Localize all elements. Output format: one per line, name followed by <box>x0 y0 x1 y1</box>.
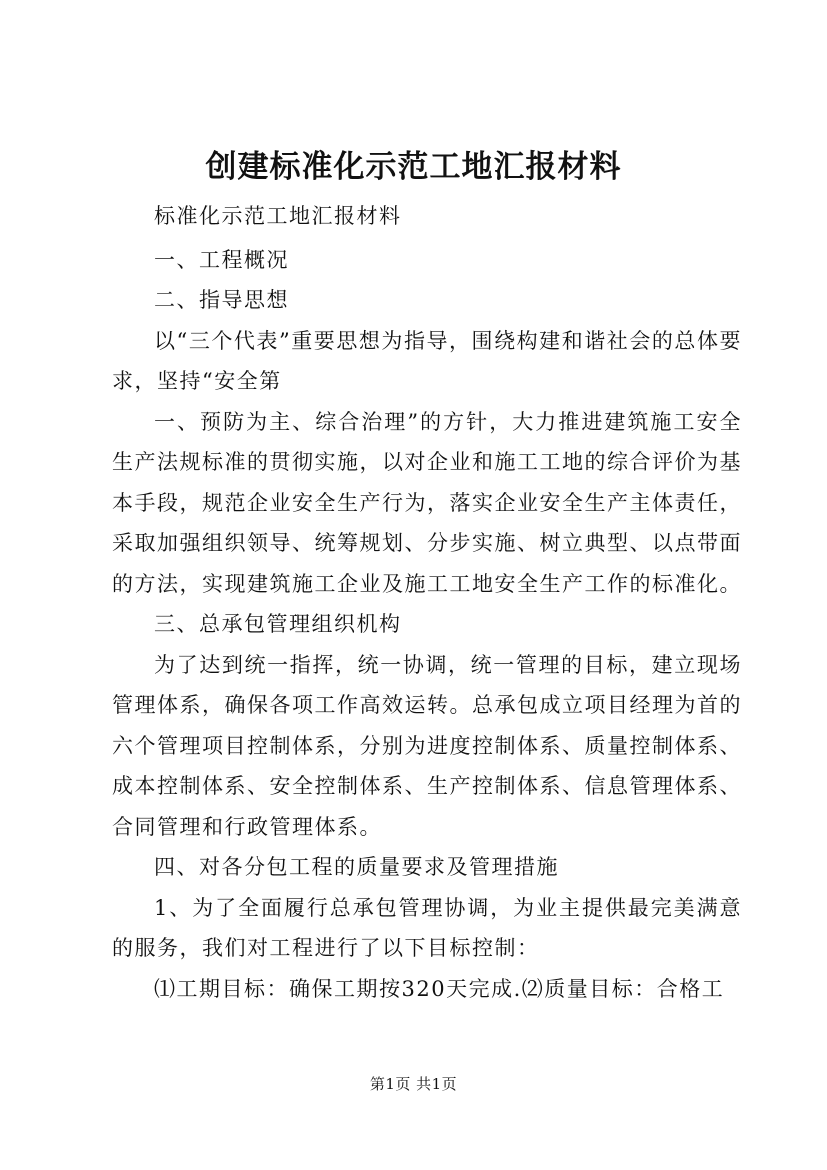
document-title: 创建标准化示范工地汇报材料 <box>205 149 622 185</box>
paragraph-target-control: 1、为了全面履行总承包管理协调，为业主提供最完美满意的服务，我们对工程进行了以下目标控制： <box>112 895 742 960</box>
paragraph-management-system: 为了达到统一指挥，统一协调，统一管理的目标，建立现场管理体系，确保各项工作高效运转。总承包成立项目经理为首的六个管理项目控制体系，分别为进度控制体系、质量控制体系、成本控制体系、安全控制体系、生产控制体系、信息管理体系、合同管理和行政管理体系。 <box>112 652 742 839</box>
paragraph-guiding-ideology: 以“三个代表”重要思想为指导，围绕构建和谐社会的总体要求，坚持“安全第 <box>112 328 742 393</box>
paragraph-safety-policy: 一、预防为主、综合治理”的方针，大力推进建筑施工安全生产法规标准的贯彻实施，以对企业和施工工地的综合评价为基本手段，规范企业安全生产行为，落实企业安全生产主体责任，采取加强组织领导、统筹规划、分步实施、树立典型、以点带面的方法，实现建筑施工企业及施工工地安全生产工作的标准化。 <box>112 409 742 596</box>
page-number-footer: 第1页 共1页 <box>369 1075 458 1093</box>
paragraph-subtitle: 标准化示范工地汇报材料 <box>154 204 402 228</box>
document-body <box>112 196 742 1009</box>
heading-quality-requirements: 四、对各分包工程的质量要求及管理措施 <box>154 855 559 879</box>
paragraph-schedule-target: ⑴工期目标：确保工期按320天完成.⑵质量目标：合格工 <box>154 976 725 1001</box>
heading-project-overview: 一、工程概况 <box>154 247 289 272</box>
heading-general-contracting: 三、总承包管理组织机构 <box>154 612 402 636</box>
heading-guiding-ideology: 二、指导思想 <box>154 288 289 312</box>
